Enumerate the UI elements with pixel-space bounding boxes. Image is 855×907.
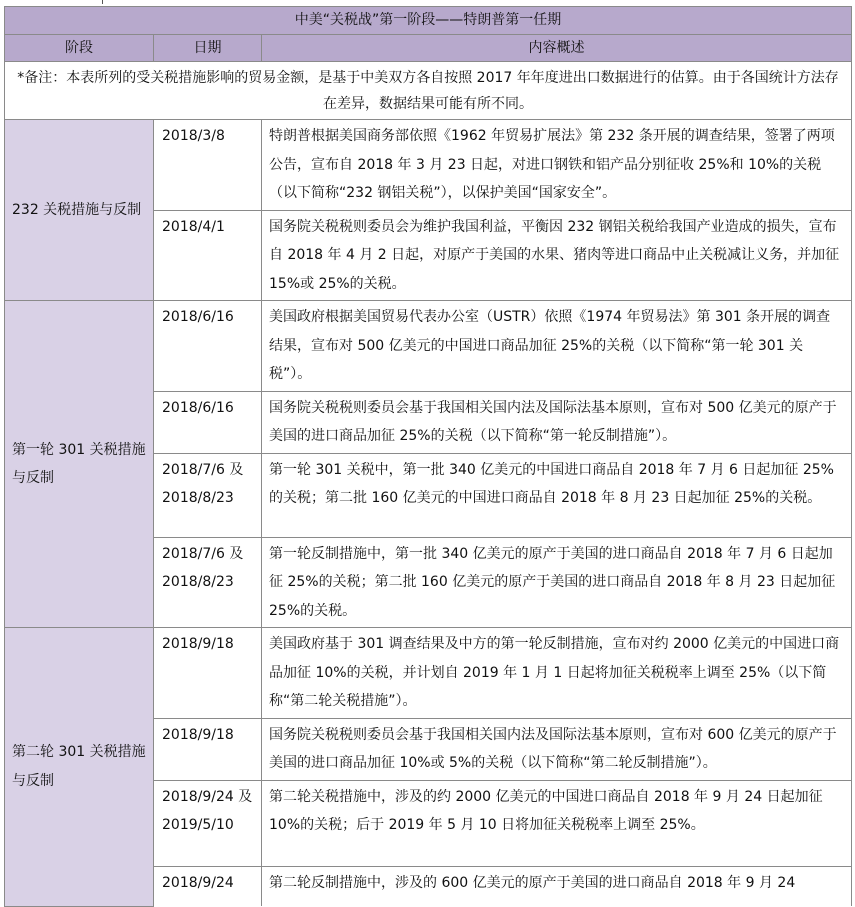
date-cell: 2018/9/24 — [154, 866, 262, 906]
date-cell: 2018/6/16 — [154, 301, 262, 392]
content-cell: 特朗普根据美国商务部依照《1962 年贸易扩展法》第 232 条开展的调查结果，签署了两项公告，宣布自 2018 年 3 月 23 日起，对进口钢铁和铝产品分别征收 25%和 10%的关税（以下简称“232 钢铝关税”），以保护美国“国家安全”。 — [262, 120, 852, 211]
date-cell: 2018/9/18 — [154, 718, 262, 780]
header-content: 内容概述 — [262, 35, 852, 62]
phase-cell: 第一轮 301 关税措施与反制 — [5, 301, 154, 628]
date-cell: 2018/9/24 及 2019/5/10 — [154, 780, 262, 866]
date-cell: 2018/7/6 及 2018/8/23 — [154, 453, 262, 537]
content-cell: 国务院关税税则委员会基于我国相关国内法及国际法基本原则，宣布对 600 亿美元的原产于美国的进口商品加征 10%或 5%的关税（以下简称“第二轮反制措施”）。 — [262, 718, 852, 780]
table-row — [5, 628, 852, 719]
date-cell: 2018/6/16 — [154, 391, 262, 453]
table-note: *备注：本表所列的受关税措施影响的贸易金额，是基于中美双方各自按照 2017 年年度进出口数据进行的估算。由于各国统计方法存在差异，数据结果可能有所不同。 — [5, 62, 852, 120]
header-date: 日期 — [154, 35, 262, 62]
date-cell: 2018/7/6 及 2018/8/23 — [154, 537, 262, 628]
table-title: 中美“关税战”第一阶段——特朗普第一任期 — [5, 7, 852, 35]
table-row — [5, 301, 852, 392]
phase-cell: 232 关税措施与反制 — [5, 120, 154, 301]
header-phase: 阶段 — [5, 35, 154, 62]
content-cell: 第二轮关税措施中，涉及的约 2000 亿美元的中国进口商品自 2018 年 9 月 24 日起加征 10%的关税；后于 2019 年 5 月 10 日将加征关税税率上调至 25%。 — [262, 780, 852, 866]
date-cell: 2018/3/8 — [154, 120, 262, 211]
tariff-war-table — [4, 6, 852, 907]
content-cell: 美国政府根据美国贸易代表办公室（USTR）依照《1974 年贸易法》第 301 条开展的调查结果，宣布对 500 亿美元的中国进口商品加征 25%的关税（以下简称“第一轮 301 关税”）。 — [262, 301, 852, 392]
phase-cell: 第二轮 301 关税措施与反制 — [5, 628, 154, 907]
content-cell: 第一轮 301 关税中，第一批 340 亿美元的中国进口商品自 2018 年 7 月 6 日起加征 25%的关税；第二批 160 亿美元的中国进口商品自 2018 年 8 月 23 日起加征 25%的关税。 — [262, 453, 852, 537]
content-cell: 第二轮反制措施中，涉及的 600 亿美元的原产于美国的进口商品自 2018 年 9 月 24 — [262, 866, 852, 906]
content-cell: 国务院关税税则委员会为维护我国利益，平衡因 232 钢铝关税给我国产业造成的损失，宣布自 2018 年 4 月 2 日起，对原产于美国的水果、猪肉等进口商品中止关税减让义务，并加征 15%或 25%的关税。 — [262, 210, 852, 301]
date-cell: 2018/9/18 — [154, 628, 262, 719]
table-row — [5, 120, 852, 211]
date-cell: 2018/4/1 — [154, 210, 262, 301]
content-cell: 国务院关税税则委员会基于我国相关国内法及国际法基本原则，宣布对 500 亿美元的原产于美国的进口商品加征 25%的关税（以下简称“第一轮反制措施”）。 — [262, 391, 852, 453]
content-cell: 第一轮反制措施中，第一批 340 亿美元的原产于美国的进口商品自 2018 年 7 月 6 日起加征 25%的关税；第二批 160 亿美元的原产于美国的进口商品自 2018 年 8 月 23 日起加征 25%的关税。 — [262, 537, 852, 628]
content-cell: 美国政府基于 301 调查结果及中方的第一轮反制措施，宣布对约 2000 亿美元的中国进口商品加征 10%的关税，并计划自 2019 年 1 月 1 日起将加征关税税率上调至 25%（以下简称“第二轮关税措施”）。 — [262, 628, 852, 719]
